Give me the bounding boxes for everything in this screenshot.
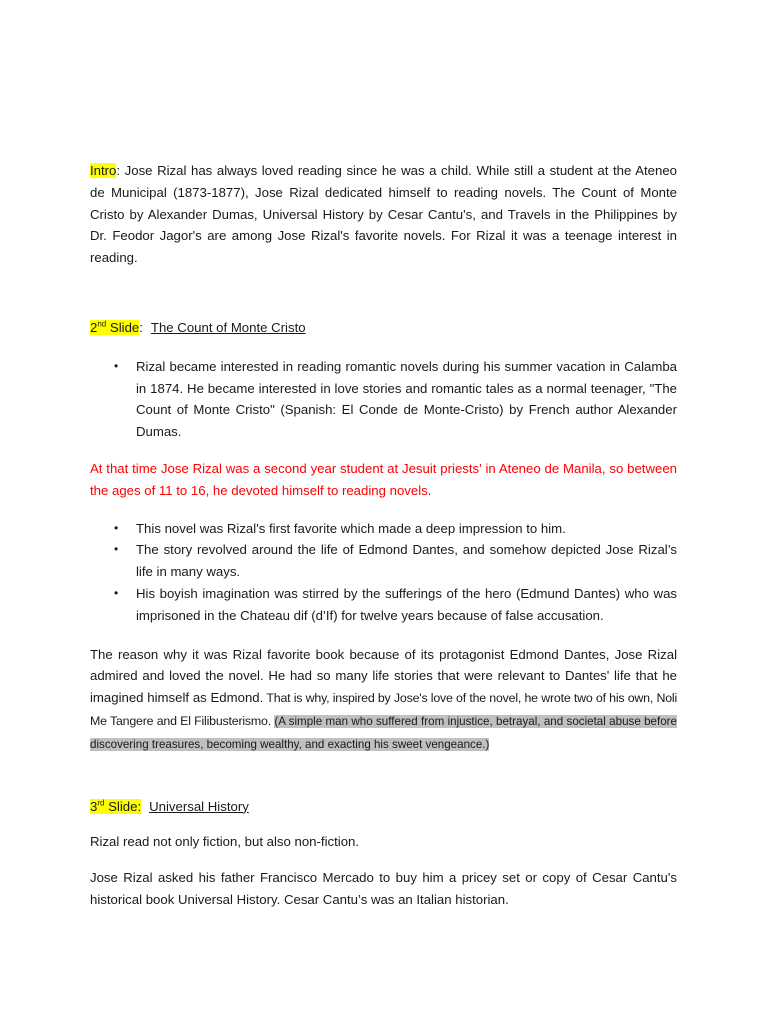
slide2-bullet-list-b: [90, 518, 677, 627]
reason-narrow-text: That is why, inspired by Jose's love of the novel, he wrote two of his own, Noli Me Tangere and El Filibusterismo.: [90, 691, 677, 728]
slide3-title: Universal History: [149, 798, 249, 814]
intro-paragraph: [90, 160, 677, 269]
list-item: [90, 539, 677, 583]
slide2-colon: :: [139, 319, 143, 335]
bullet-text: His boyish imagination was stirred by the sufferings of the hero (Edmund Dantes) who was imprisoned in the Chateau dif (d’If) for twelve years because of false accusation.: [136, 585, 677, 623]
bullet-icon: •: [114, 585, 119, 600]
list-item: [90, 518, 677, 540]
slide3-label-word: Slide: [104, 798, 138, 814]
slide3-label: [90, 799, 141, 814]
slide2-red-paragraph: At that time Jose Rizal was a second year student at Jesuit priests' in Ateneo de Manila, so between the ages of 11 to 16, he devoted himself to reading novels.: [90, 460, 677, 498]
slide3-paragraph-1: Rizal read not only fiction, but also non-fiction.: [90, 834, 360, 850]
slide2-title: The Count of Monte Cristo: [150, 319, 306, 335]
slide3-label-sup: rd: [97, 798, 105, 808]
slide3-paragraph-2: Jose Rizal asked his father Francisco Mercado to buy him a pricey set or copy of Cesar Cantu's historical book Universal History. Cesar Cantu’s was an Italian historian.: [90, 870, 677, 907]
slide2-label: [90, 320, 139, 335]
slide3-colon: :: [137, 798, 142, 814]
slide2-label-sup: nd: [97, 319, 107, 329]
reason-highlighted-text: (A simple man who suffered from injustice, betrayal, and societal abuse before discovering treasures, becoming wealthy, and exacting his sweet vengeance.): [90, 714, 677, 751]
document-body: [90, 160, 677, 911]
bullet-icon: •: [114, 358, 119, 373]
reason-text: The reason why it was Rizal favorite book because of its protagonist Edmond Dantes, Jose Rizal admired and loved the novel. He had so many life stories that were relevant to Dantes' life that he imagined himself as Edmond.: [90, 646, 677, 706]
slide2-heading: [90, 317, 677, 339]
bullet-text: Rizal became interested in reading romantic novels during his summer vacation in Calamba in 1874. He became interested in love stories and romantic tales as a normal teenager, "The Count of Monte Cristo" (Spanish: El Conde de Monte-Cristo) by French author Alexander Dumas.: [136, 358, 677, 440]
intro-label: Intro: [90, 163, 117, 178]
slide2-label-num: 2: [90, 319, 98, 335]
slide3-heading: [90, 796, 677, 818]
intro-colon: :: [116, 163, 121, 178]
slide2-reason-paragraph: [90, 644, 677, 756]
slide2-label-word: Slide: [106, 319, 140, 335]
list-item: [90, 356, 677, 443]
intro-text: Jose Rizal has always loved reading since he was a child. While still a student at the Ateneo de Municipal (1873-1877), Jose Rizal dedicated himself to reading novels. The Count of Monte Cristo by Alexander Dumas, Universal History by Cesar Cantu's, and Travels in the Philippines by Dr. Feodor Jagor's are among Jose Rizal's favorite novels. For Rizal it was a teenage interest in reading.: [90, 163, 677, 266]
slide3-label-num: 3: [90, 798, 98, 814]
slide2-bullet-list-a: [90, 356, 677, 443]
bullet-icon: •: [114, 542, 119, 557]
bullet-text: This novel was Rizal's first favorite which made a deep impression to him.: [136, 520, 566, 536]
bullet-text: The story revolved around the life of Edmond Dantes, and somehow depicted Jose Rizal’s life in many ways.: [136, 542, 677, 580]
list-item: [90, 583, 677, 627]
bullet-icon: •: [114, 520, 119, 535]
